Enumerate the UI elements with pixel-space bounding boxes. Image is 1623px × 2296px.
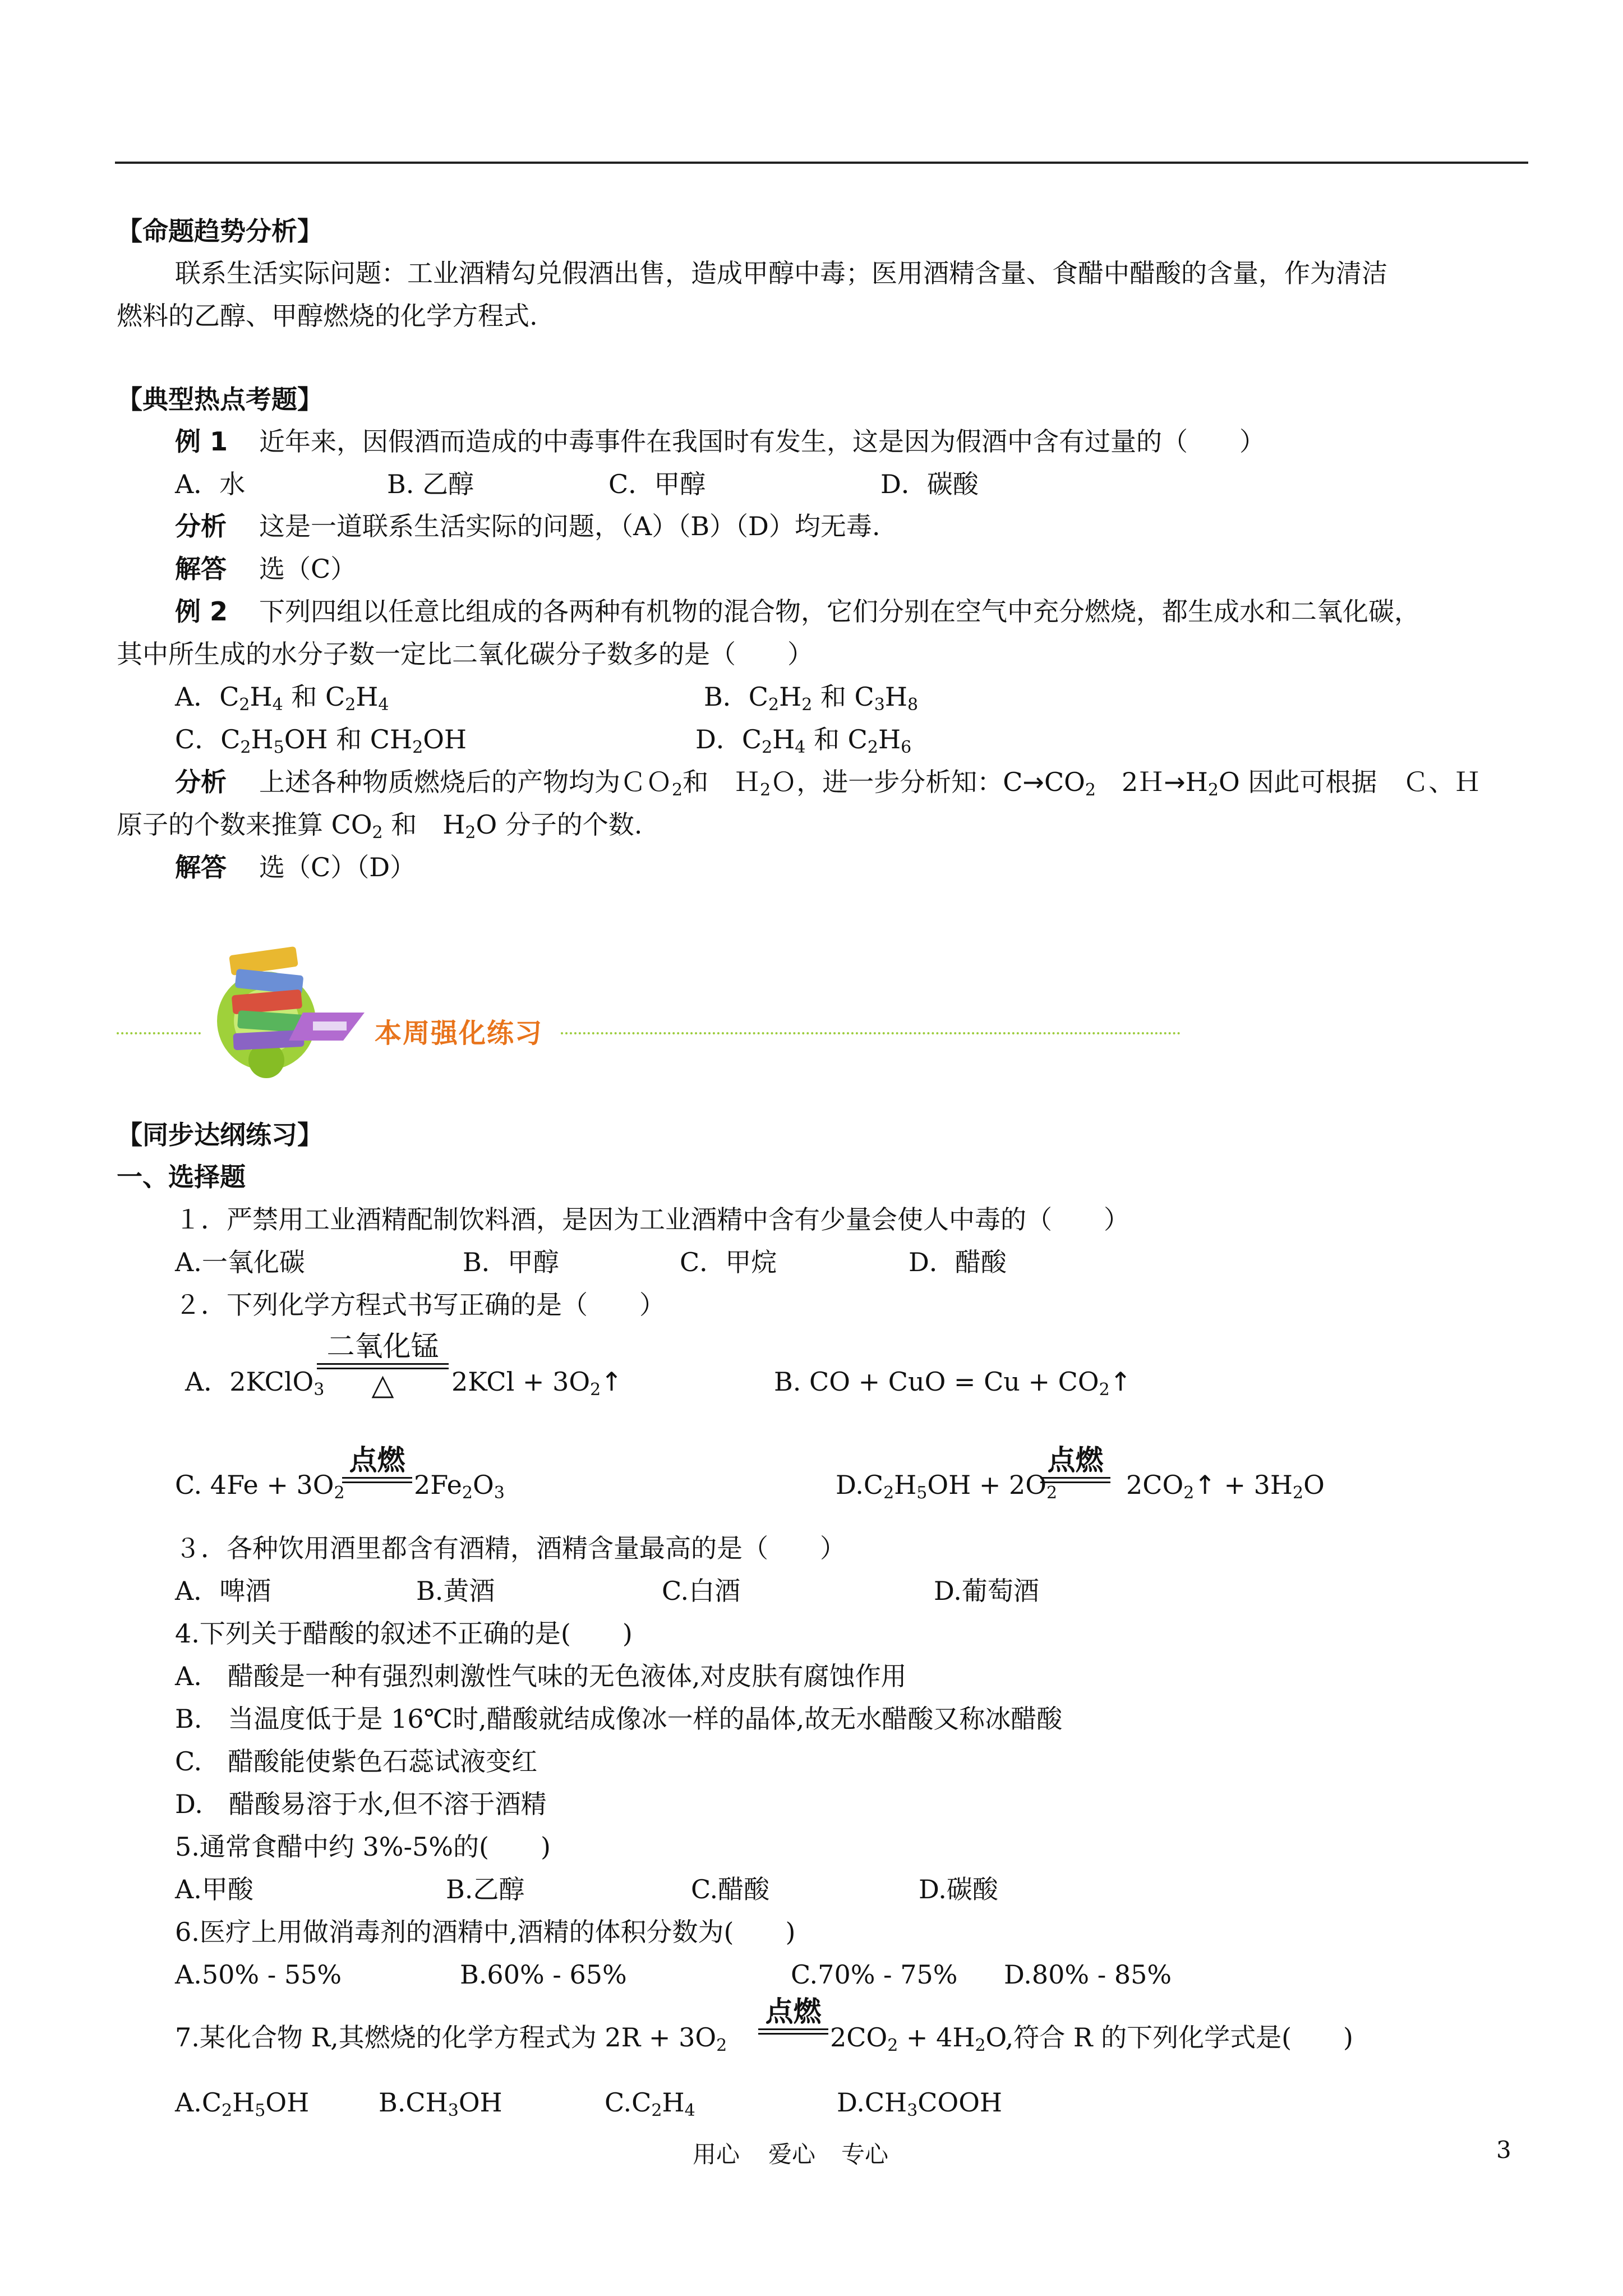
question-7: 7.某化合物 R,其燃烧的化学方程式为 $2R + 3O_2$ bbox=[175, 2022, 727, 2055]
banner-title: 本周强化练习 bbox=[375, 1018, 543, 1049]
option-d: $D.CH_3COOH$ bbox=[837, 2087, 1003, 2120]
option-c: C．$C_2H_5OH$ 和 $CH_2OH$ bbox=[175, 724, 467, 757]
reaction-condition bbox=[317, 1331, 449, 1401]
option-a: A.50% - 55% bbox=[175, 1959, 342, 1990]
paragraph: 联系生活实际问题：工业酒精勾兑假酒出售，造成甲醇中毒；医用酒精含量、食醋中醋酸的含量，作为清洁 bbox=[175, 258, 1387, 288]
analysis-label: 分析 bbox=[175, 767, 227, 797]
option-a: A．水 bbox=[175, 469, 246, 499]
question-2: ２．下列化学方程式书写正确的是（ ） bbox=[175, 1290, 665, 1320]
option-b: B.乙醇 bbox=[446, 1874, 525, 1904]
question-5: 5.通常食醋中约 3%-5%的( ) bbox=[175, 1832, 551, 1862]
option-b: $B.CH_3OH$ bbox=[379, 2087, 502, 2120]
option-c: C.70% - 75% bbox=[791, 1959, 958, 1990]
question-text: 下列四组以任意比组成的各两种有机物的混合物，它们分别在空气中充分燃烧，都生成水和二氧化碳， bbox=[259, 596, 1420, 627]
analysis-label: 分析 bbox=[175, 511, 227, 541]
page-number: 3 bbox=[1496, 2136, 1511, 2164]
option-b: B．$C_2H_2$ 和 $C_3H_8$ bbox=[704, 682, 919, 715]
answer-label: 解答 bbox=[175, 554, 227, 584]
paragraph: 燃料的乙醇、甲醇燃烧的化学方程式. bbox=[117, 301, 538, 331]
option-b: B.黄酒 bbox=[416, 1576, 495, 1606]
option-b: B.60% - 65% bbox=[460, 1959, 627, 1990]
option-d: D. 醋酸易溶于水,但不溶于酒精 bbox=[175, 1789, 547, 1819]
question-6: 6.医疗上用做消毒剂的酒精中,酒精的体积分数为( ) bbox=[175, 1917, 796, 1947]
footer-text: 爱心 bbox=[768, 2141, 816, 2168]
option-a: A.甲酸 bbox=[175, 1874, 253, 1904]
question-7-text: ,符合 R 的下列化学式是( ) bbox=[1005, 2022, 1353, 2053]
option-a: A．啤酒 bbox=[175, 1576, 271, 1606]
option-a: A．$C_2H_4$ 和 $C_2H_4$ bbox=[175, 682, 389, 715]
question-1: １．严禁用工业酒精配制饮料酒，是因为工业酒精中含有少量会使人中毒的（ ） bbox=[175, 1204, 1129, 1235]
option-d: D.碳酸 bbox=[919, 1874, 998, 1904]
option-a: $A.C_2H_5OH$ bbox=[175, 2087, 310, 2120]
equation-d-left: $D.C_2H_5OH + 2O_2$ bbox=[836, 1470, 1058, 1503]
analysis-text: 上述各种物质燃烧后的产物均为ＣＯ$_2$和 Ｈ$_2$Ｏ，进一步分析知：$C\to CO_2$ $2H\to H_2O$ 因此可根据 Ｃ、Ｈ bbox=[259, 767, 1481, 800]
example-label: 例 2 bbox=[175, 596, 228, 627]
analysis-text: 这是一道联系生活实际的问题，（A）（B）（D）均无毒. bbox=[259, 511, 880, 541]
right-arrow-icon: → bbox=[1164, 767, 1186, 797]
option-c: C. 醋酸能使紫色石蕊试液变红 bbox=[175, 1746, 538, 1777]
question-7-tail: $2CO_2 + 4H_2O$,符合 R 的下列化学式是( ) bbox=[830, 2022, 1353, 2055]
double-bar bbox=[758, 2028, 828, 2035]
equation-c-left: C. $4Fe + 3O_2$ bbox=[175, 1470, 345, 1503]
footer-text: 用心 bbox=[693, 2141, 740, 2168]
section-heading-practice: 【同步达纲练习】 bbox=[117, 1120, 323, 1150]
answer-label: 解答 bbox=[175, 852, 227, 882]
heat-symbol: △ bbox=[371, 1368, 394, 1402]
banner-dotted-line bbox=[561, 1032, 1181, 1034]
option-d: D.80% - 85% bbox=[1004, 1959, 1172, 1990]
answer-text: 选（C） bbox=[259, 554, 357, 584]
header-rule bbox=[115, 162, 1528, 164]
answer-text: 选（C）（D） bbox=[259, 852, 416, 882]
footer-text: 专心 bbox=[841, 2141, 889, 2168]
option-c: $C.C_2H_4$ bbox=[605, 2087, 695, 2120]
option-c: C．甲醇 bbox=[608, 469, 706, 499]
question-7-text: 7.某化合物 R,其燃烧的化学方程式为 2R + 3O bbox=[175, 2022, 717, 2053]
option-d: D．$C_2H_4$ 和 $C_2H_6$ bbox=[695, 724, 912, 757]
equation-a-right: $2KCl + 3O_2↑$ bbox=[451, 1366, 623, 1400]
option-b: B. 乙醇 bbox=[387, 469, 474, 499]
double-bar bbox=[1040, 1477, 1110, 1483]
option-c: C.醋酸 bbox=[691, 1874, 770, 1904]
option-c: C.白酒 bbox=[662, 1576, 741, 1606]
equation-c-right: $2Fe_2O_3$ bbox=[414, 1470, 505, 1503]
section-heading-hot: 【典型热点考题】 bbox=[117, 384, 323, 415]
part-heading: 一、选择题 bbox=[117, 1162, 246, 1192]
ignite-label: 点燃 bbox=[765, 1995, 822, 2028]
option-a: A. 醋酸是一种有强烈刺激性气味的无色液体,对皮肤有腐蚀作用 bbox=[175, 1661, 907, 1691]
equation-b: B. CO + CuO = $Cu + CO_2↑$ bbox=[774, 1366, 1132, 1400]
question-4: 4.下列关于醋酸的叙述不正确的是( ) bbox=[175, 1618, 633, 1649]
section-heading-trend: 【命题趋势分析】 bbox=[117, 216, 323, 246]
ignite-label: 点燃 bbox=[1047, 1444, 1104, 1476]
option-d: D．碳酸 bbox=[880, 469, 979, 499]
option-d: D.葡萄酒 bbox=[934, 1576, 1039, 1606]
example-label: 例 1 bbox=[175, 426, 228, 457]
double-bar bbox=[342, 1477, 412, 1483]
question-3: ３．各种饮用酒里都含有酒精，酒精含量最高的是（ ） bbox=[175, 1533, 846, 1563]
banner-dotted-line bbox=[117, 1032, 201, 1034]
reaction-condition bbox=[1040, 1444, 1110, 1483]
option-b: B．甲醇 bbox=[463, 1247, 559, 1277]
analysis-text: 原子的个数来推算 $CO_2$ 和 $H_2O$ 分子的个数. bbox=[117, 809, 643, 843]
option-a: A.一氧化碳 bbox=[175, 1247, 305, 1277]
equation-a-left: A．2KClO$_3$ bbox=[185, 1366, 325, 1400]
equation-d-right: $2CO_2↑ + 3H_2O$ bbox=[1126, 1470, 1325, 1503]
books-icon bbox=[213, 928, 370, 1085]
option-c: C．甲烷 bbox=[680, 1247, 777, 1277]
question-text: 其中所生成的水分子数一定比二氧化碳分子数多的是（ ） bbox=[117, 639, 813, 669]
option-b: B. 当温度低于是 16℃时,醋酸就结成像冰一样的晶体,故无水醋酸又称冰醋酸 bbox=[175, 1704, 1063, 1734]
catalyst-label: 二氧化锰 bbox=[326, 1330, 439, 1363]
option-d: D．醋酸 bbox=[909, 1247, 1007, 1277]
reaction-condition bbox=[758, 1996, 828, 2035]
reaction-condition bbox=[342, 1444, 412, 1483]
ignite-label: 点燃 bbox=[349, 1444, 405, 1476]
right-arrow-icon: → bbox=[1022, 767, 1044, 797]
question-text: 近年来，因假酒而造成的中毒事件在我国时有发生，这是因为假酒中含有过量的（ ） bbox=[259, 426, 1265, 457]
